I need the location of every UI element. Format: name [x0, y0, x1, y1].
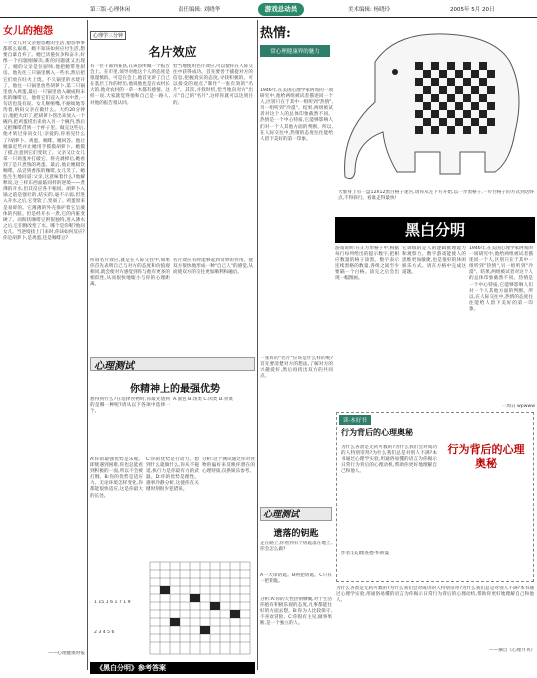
- psych-test-2-question: 走在路上,你看到有个钥匙落在地上,你会怎么做?: [260, 541, 332, 553]
- psych-test-body: [90, 397, 255, 557]
- warmth-title: 热情:: [260, 26, 291, 41]
- book-cover-title: 行为背后的心理奥秘: [447, 443, 525, 470]
- warmth-body-2: 一张好的"名片"应该是什么样的呢?首先要清楚对方的想法,了解对方的兴趣爱好,然后再找出双方的共同点。: [260, 356, 333, 380]
- section-tag: 游戏总动员: [258, 3, 304, 16]
- left-column: [3, 22, 85, 672]
- bw-text-c: 1946年,在美国心理学家阿希的一项研究中,他给两组被试者描述同一个人,区别只在于其中一组听到"热情",另一组听到"冷漠"。结果,两组被试者对这个人的总体印象截然不同。热情是一个中心特质,它能够影响人们对一个人其他方面的判断。所以,在人际交往中,热情的态度往往能给人留下美好的第一印象。: [469, 246, 533, 312]
- psych-analysis-a: A:你的最强优势是乐观。即使遇到困难,你也总能看到积极的一面,所以不会被打倒。B:你的优势是适应力。无论环境怎样变化,你都能很快适应,这是你最大的长处。: [90, 457, 143, 499]
- header-editor: 责任编辑: 刘晓华: [178, 7, 221, 13]
- name-card-continued: [90, 258, 255, 350]
- book-description: 为什么吝啬是无药可救的?为什么我们会对成功的人特别崇拜?为什么我们总是对别人不满?本书通过心理学实验,用通俗易懂的语言为你揭示日常行为背后的心理动机,帮助你更好地理解自己和他人。: [341, 445, 437, 475]
- maze-caption: 大象身上有一盘12X12黑白格子迷宫,请你从左下方开始,以一步黑格子,一步白格子的方式到达终点,不得斜行。看谁走得最快!: [338, 190, 534, 202]
- left-column-title: 女儿的抱怨: [3, 26, 53, 37]
- page-header: [0, 0, 537, 18]
- psych-test-intro: 想得到什么?在选择食物时,你最先想到的是哪一种呢?请从以下各项中选择一个。: [90, 397, 170, 415]
- book-cover: [443, 423, 529, 523]
- psych-test-title: 你精神上的最强优势: [130, 384, 220, 395]
- psych-test-2-options: A一大串钥匙。B两把钥匙。C只有一把钥匙。: [260, 573, 332, 585]
- psych-test-options: A.面包 B.汤类 C.肉类 D.青菜: [173, 397, 233, 402]
- answer-grid-svg: [90, 560, 255, 660]
- article-title: 名片效应: [148, 45, 197, 59]
- article-body-3: 所谓名片效应,就是在人际交往中,如果你首先表明自己与对方的态度和价值观相同,就会使对方感觉到你与他有更多的相似性,从而很快地缩小与你的心理距离。: [90, 258, 170, 288]
- wenyi-tag: 一周日 wpwww: [501, 404, 535, 409]
- psych-analysis-b: C:你的优势是行动力。想到什么就做什么,你从不拖延,执行力是你最有力的武器。D:你的优势是理性。遇事冷静分析,这使你在关键时刻很少犯错误。: [146, 457, 199, 493]
- warmth-body: 1946年,在美国心理学家阿希的一项研究中,他给两组被试者描述同一个人,区别只在于其中一组听到"热情",另一组听到"冷漠"。结果,两组被试者对这个人的总体印象截然不同。热情是一个中心特质,它能够影响人们对一个人其他方面的判断。所以,在人际交往中,热情的态度往往能给人留下美好的第一印象。: [260, 88, 333, 142]
- book-review-box: [336, 412, 534, 582]
- psych-test-2-analysis: 分析:A:你的天性热情慷慨,对于生活你抱有积极乐观的态度,凡事都能往好的方面去想。B:你为人比较保守,不喜欢冒险。C:你很有主见,做事果断,是一个独立的人。: [260, 597, 332, 627]
- black-white-banner: [335, 217, 535, 243]
- book-section-title: 行为背后的心理奥秘: [341, 427, 413, 437]
- psych-analysis-c: 分析:这个测试通过你对食物的偏好来反映你潜在的心理特质,仅供娱乐参考。: [202, 457, 255, 475]
- psych-test-2-title: 遗落的钥匙: [273, 529, 319, 539]
- col-divider: [87, 20, 88, 670]
- psych-test-2-header: [260, 505, 332, 523]
- psych-test-2-label: 心理测试: [263, 510, 300, 520]
- grid-row-hints-2: 2 3 4 5 6: [94, 630, 115, 635]
- col-divider: [257, 20, 258, 670]
- article-body-left: 有一位干部到某县,在该县所做一个报告会上。在市里,领导对他这个人的态度是很谨慎的。可是在会上,他首先讲了自己在基层工作的经历,他说他也是在农村长大的,他对农村的一草一木都有感情。这样一说,大家就觉得他和自己是一路人,对他的报告很认同。: [90, 64, 170, 106]
- black-white-title: 黑白分明: [404, 221, 465, 239]
- psych-test-header: [90, 354, 255, 374]
- left-column-source: ——心理健康时报: [48, 651, 85, 656]
- section-badge: 心理学三分钟: [90, 31, 126, 40]
- article-body-4: 名片效应有时能够起到奇妙的作用。使双方很快地形成一种"自己人"的感觉,从而使双方的交往更加顺利和融洽。: [173, 258, 253, 276]
- book-extra-text: 为什么吝啬是无药可救的?为什么我们会对成功的人特别崇拜?为什么我们总是对别人不满?本书通过心理学实验,用通俗易懂的语言为你揭示日常行为背后的心理动机,帮助你更好地理解自己和他人。: [336, 586, 534, 604]
- name-card-article: [90, 22, 255, 262]
- puzzle-answer-grid: [90, 560, 255, 660]
- bw-text-b: 它训练的是人的逻辑推理能力和观察力。数字游戏能使人的思维更加敏捷,也是很好的休闲娱乐方式。请在方格中完成这道题。: [402, 246, 466, 276]
- header-date: 2005年 5月 20日: [450, 7, 495, 13]
- black-white-body: [335, 246, 535, 406]
- grid-row-hints: 1 15 1 6 1 7 1 9: [94, 600, 131, 605]
- elephant-illustration: [335, 22, 535, 190]
- header-art-editor: 美术编辑: 杨晓玲: [348, 7, 391, 13]
- warmth-subtitle: 常心理健康界的魅力: [260, 45, 330, 57]
- book-author: 作者:[美]理查德·怀斯曼: [341, 551, 389, 556]
- book-tag: 读·本好书: [339, 415, 371, 425]
- article-body-right: 恰当地使用名片效应,可以使你在人际交往中获得成功。首先要善于捕捉对方的信息,把握真实的态度,寻找积极的、可以接受的观点,"制作"一张有效的"名片"。其次,寻找时机,恰当地向对方"出示"自己的"名片",这样你就可以达到目的。: [173, 64, 253, 106]
- header-section: 第三版·心理休闲: [90, 7, 131, 13]
- elephant-maze: [335, 22, 535, 190]
- bw-text-a: 游戏说明:在正方形格子中,根据每行每列给出的提示数字,把相应数量的格子涂黑。数字表示连续黑格的数量,各组之间至少要隔一个白格。涂完之后会出现一幅图画。: [335, 246, 399, 282]
- warmth-heading: [260, 22, 330, 87]
- left-column-body: 一个女儿对父亲抱怨她的生活,抱怨事事都那么艰难。她不知该如何应付生活,想要自暴自弃了。她已厌倦抗争和奋斗,好像一个问题刚解决,新的问题就又出现了。她的父亲是位厨师,他把她带进厨房。他先往三只锅里倒入一些水,然后把它们放在旺火上烧。不久锅里的水烧开了。他往一只锅里放些胡萝卜,第二只锅里放入鸡蛋,最后一只锅里放入碾成粉末状的咖啡豆。他将它们浸入开水中煮,一句话也没有说。女儿咂咂嘴,不耐烦地等待着,纳闷父亲在做什么。大约20分钟后,他把火闭了,把胡萝卜捞出来放入一个碗内,把鸡蛋捞出来放入另一个碗内,然后又把咖啡舀到一个杯子里。做完这些后,他才转过身问女儿:亲爱的,你看见什么了?胡萝卜、鸡蛋、咖啡。她回答。他让她靠近些并让她用手摸摸胡萝卜。她摸了摸,注意到它们变软了。父亲又让女儿拿一只鸡蛋并打破它。将壳剥掉后,她看到了是只煮熟的鸡蛋。最后,他让她啜饮咖啡。品尝到香浓的咖啡,女儿笑了。她怯生生地问道:父亲,这意味着什么?他解释说,这三样东西面临同样的逆境——煮沸的开水,但其反应各不相同。胡萝卜入锅之前是强壮的,结实的,毫不示弱,但进入开水之后,它变软了,变弱了。鸡蛋原来是易碎的。它薄薄的外壳保护着它呈液体的内脏。但是经开水一煮,它的内脏变硬了。而粉状咖啡豆则很独特,进入沸水之后,它们倒改变了水。哪个是你呢?他问女儿。当逆境找上门来时,你该如何反应?你是胡萝卜,是鸡蛋,还是咖啡豆?: [3, 41, 85, 241]
- puzzle-answer-caption: 《黑白分明》参考答案: [90, 662, 255, 674]
- psych-test-label: 心理测试: [94, 361, 134, 372]
- book-source: ——摘自《心理月刊》: [489, 648, 535, 653]
